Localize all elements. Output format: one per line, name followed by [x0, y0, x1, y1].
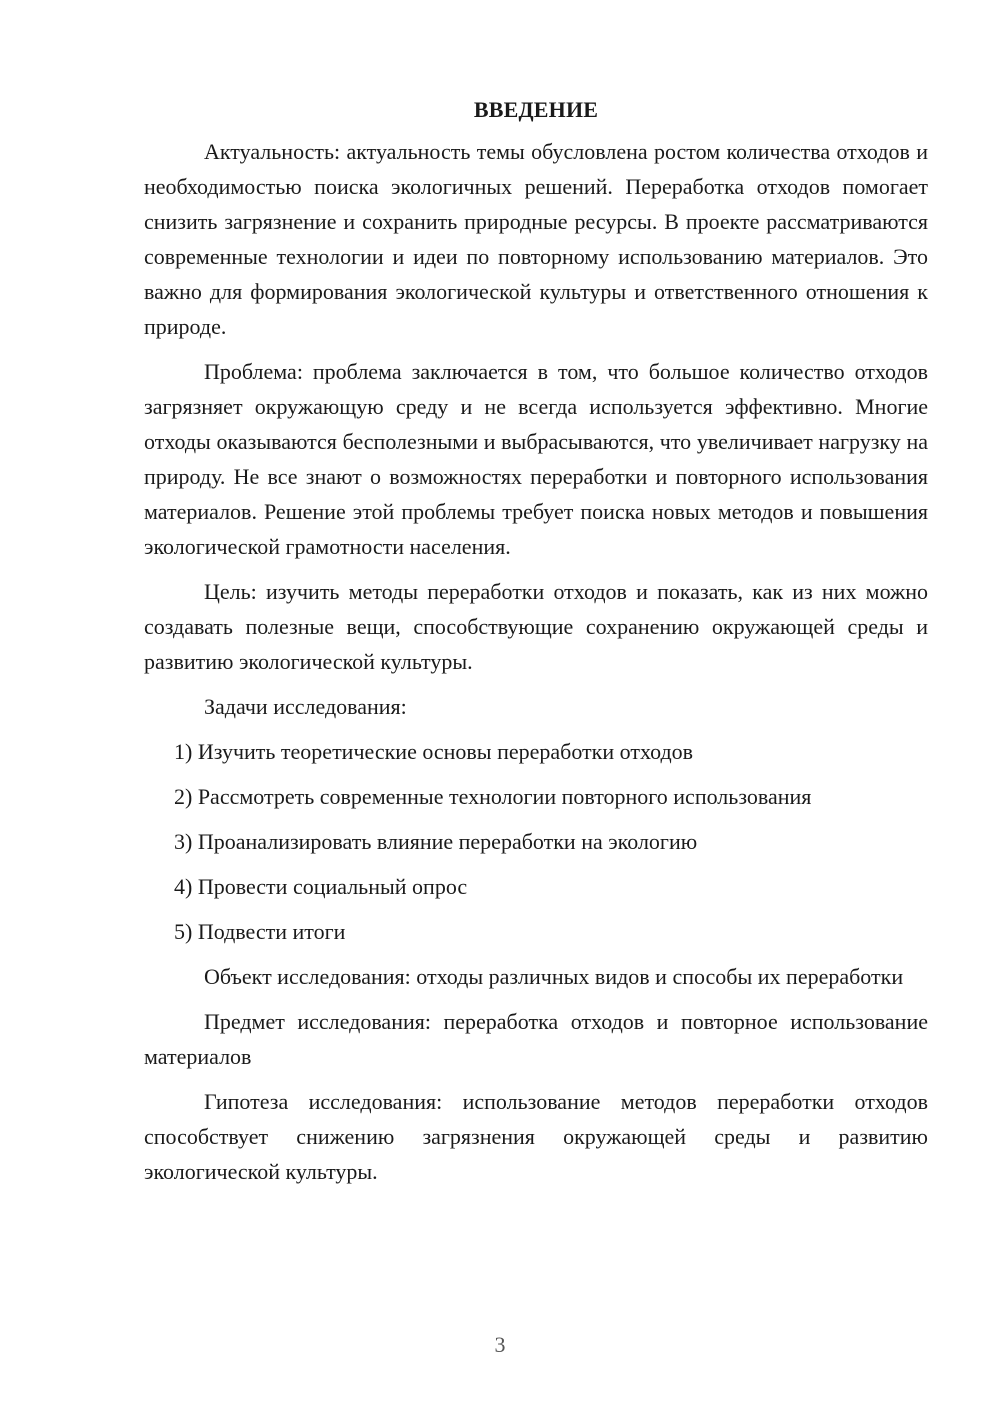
task-item: 5) Подвести итоги [174, 919, 346, 944]
task-list [144, 734, 928, 949]
goal-paragraph: Цель: изучить методы переработки отходов и показать, как из них можно создавать полезные вещи, способствующие сохранению окружающей среды и развитию экологической культуры. [144, 579, 928, 674]
relevance-paragraph: Актуальность: актуальность темы обусловлена ростом количества отходов и необходимостью поиска экологичных решений. Переработка отходов помогает снизить загрязнение и сохранить природные ресурсы. В проекте рассматриваются современные технологии и идеи по повторному использованию материалов. Это важно для формирования экологической культуры и ответственного отношения к природе. [144, 139, 928, 339]
section-title: ВВЕДЕНИЕ [473, 97, 599, 122]
problem-paragraph: Проблема: проблема заключается в том, что большое количество отходов загрязняет окружающую среду и не всегда используется эффективно. Многие отходы оказываются бесполезными и выбрасываются, что увеличивает нагрузку на природу. Не все знают о возможностях переработки и повторного использования материалов. Решение этой проблемы требует поиска новых методов и повышения экологической грамотности населения. [144, 359, 928, 559]
task-item: 2) Рассмотреть современные технологии повторного использования [174, 784, 812, 809]
task-item: 3) Проанализировать влияние переработки на экологию [174, 829, 698, 854]
object-paragraph: Объект исследования: отходы различных видов и способы их переработки [204, 964, 904, 989]
task-item: 1) Изучить теоретические основы переработки отходов [174, 739, 694, 764]
document-page [144, 90, 928, 1189]
subject-paragraph: Предмет исследования: переработка отходов и повторное использование материалов [144, 1009, 928, 1069]
page-number: 3 [494, 1332, 506, 1357]
tasks-heading: Задачи исследования: [204, 694, 407, 719]
task-item: 4) Провести социальный опрос [174, 874, 468, 899]
hypothesis-paragraph: Гипотеза исследования: использование методов переработки отходов способствует снижению загрязнения окружающей среды и развитию экологической культуры. [144, 1089, 928, 1184]
